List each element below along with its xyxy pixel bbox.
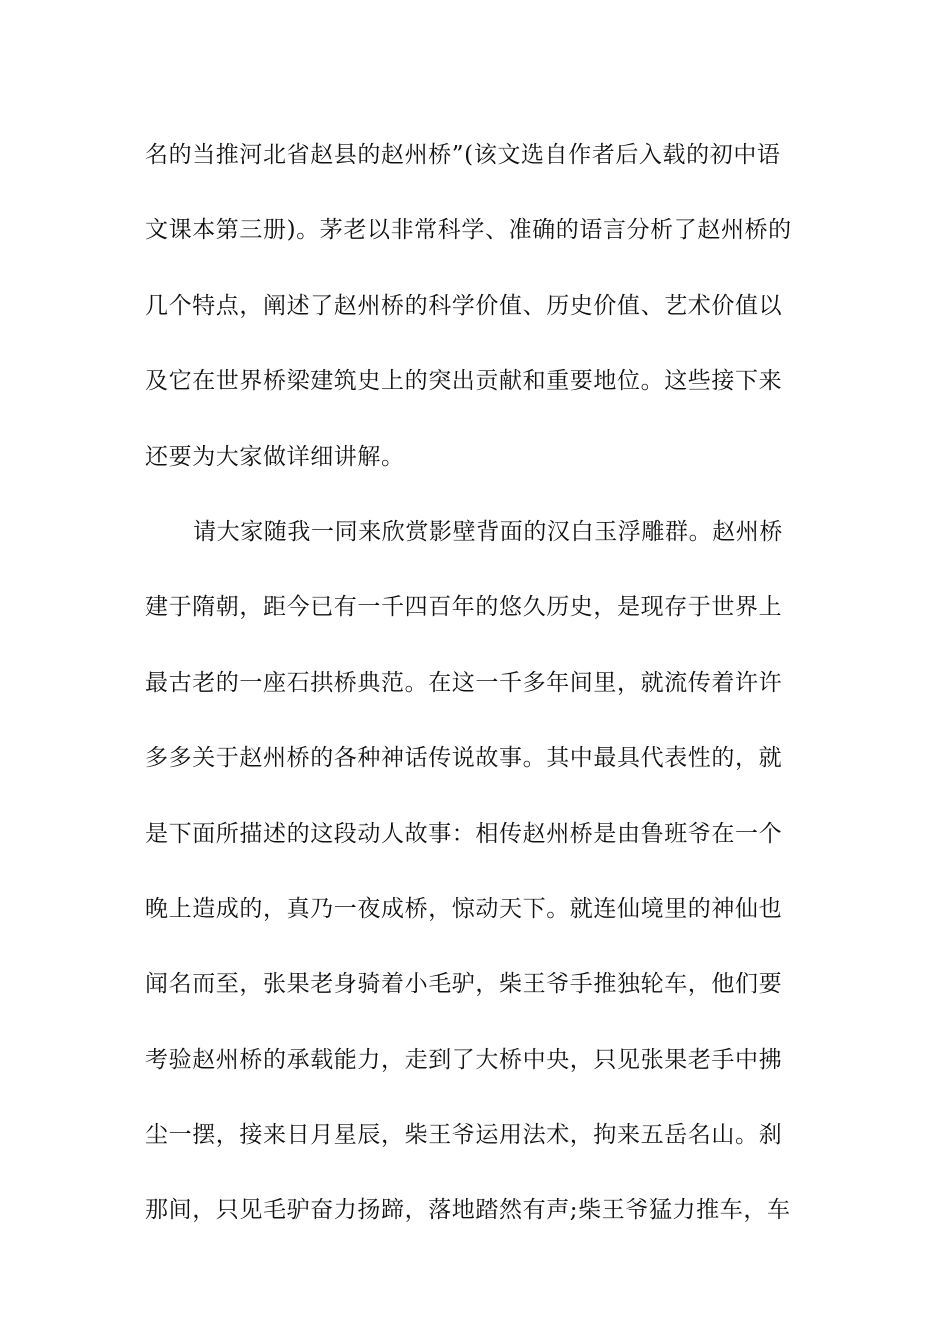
text-line: 名的当推河北省赵县的赵州桥”(该文选自作者后入载的初中语 [145,142,781,168]
paragraph-first-line: 请大家随我一同来欣赏影壁背面的汉白玉浮雕群。赵州桥 [193,518,783,545]
text-line: 最古老的一座石拱桥典范。在这一千多年间里，就流传着许许 [145,669,783,696]
text-line: 考验赵州桥的承载能力，走到了大桥中央，只见张果老手中拂 [145,1046,783,1073]
text-line: 几个特点，阐述了赵州桥的科学价值、历史价值、艺术价值以 [145,292,783,319]
text-line: 文课本第三册)。茅老以非常科学、准确的语言分析了赵州桥的 [145,217,792,244]
text-line: 闻名而至，张果老身骑着小毛驴，柴王爷手推独轮车，他们要 [145,971,783,998]
text-line: 那间，只见毛驴奋力扬蹄，落地踏然有声;柴王爷猛力推车，车 [145,1197,791,1224]
text-line: 多多关于赵州桥的各种神话传说故事。其中最具代表性的，就 [145,745,783,772]
text-line: 尘一摆，接来日月星辰，柴王爷运用法术，拘来五岳名山。刹 [145,1122,783,1149]
text-line: 是下面所描述的这段动人故事：相传赵州桥是由鲁班爷在一个 [145,820,783,847]
body-text [145,127,807,1258]
text-line: 及它在世界桥梁建筑史上的突出贡献和重要地位。这些接下来 [145,368,783,395]
text-line: 还要为大家做详细讲解。 [145,443,405,470]
text-line: 建于隋朝，距今已有一千四百年的悠久历史，是现存于世界上 [145,594,783,621]
text-line: 晚上造成的，真乃一夜成桥，惊动天下。就连仙境里的神仙也 [145,895,783,922]
